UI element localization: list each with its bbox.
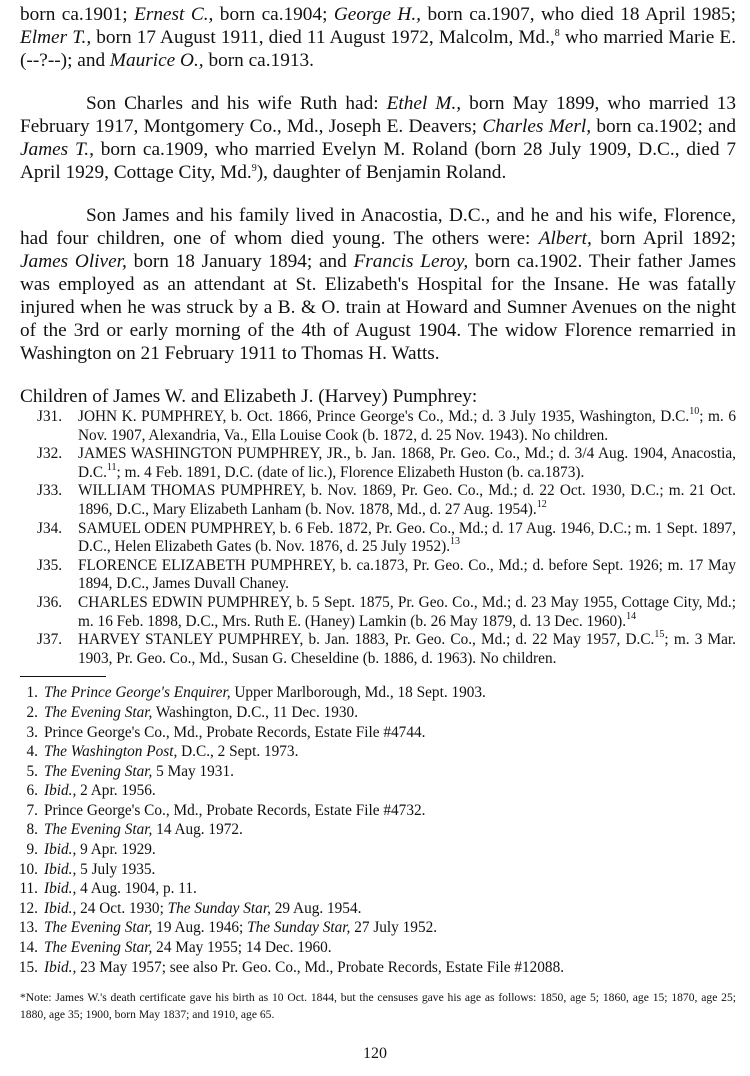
text-run: WILLIAM THOMAS PUMPHREY, b. Nov. 1869, Pr. Geo. Co., Md.; d. 22 Oct. 1930, D.C.; m. 21 Oct. 1896, D.C., Mary Elizabeth Lanham (b. Nov. 1878, Md., d. 27 Aug. 1954).: [78, 482, 736, 518]
text-run: ; m. 6 Nov. 1907, Alexandria, Va., Ella Louise Cook (b. 1872, d. 25 Nov. 1943). No children.: [78, 408, 736, 444]
italic-name: Ibid.,: [44, 899, 77, 917]
text-run: JOHN K. PUMPHREY, b. Oct. 1866, Prince George's Co., Md.; d. 3 July 1935, Washington, D.C.: [78, 408, 690, 425]
text-run: 4 Aug. 1904, p. 11.: [76, 880, 197, 898]
footnote-divider: [20, 676, 106, 677]
text-run: 24 May 1955; 14 Dec. 1960.: [152, 939, 332, 957]
page-content: [20, 3, 736, 1023]
italic-name: Charles Merl,: [482, 116, 592, 137]
paragraph-sons-of-family: [20, 3, 736, 72]
text-run: Son James and his family lived in Anacostia, D.C., and he and his wife, Florence, had four children, one of whom died young. The others were:: [20, 205, 736, 249]
italic-name: Ethel M.,: [386, 93, 462, 114]
footnote-number: 15.: [18, 958, 38, 976]
footnote-text: [44, 918, 437, 938]
child-entry: [37, 445, 736, 482]
italic-name: Elmer T.,: [20, 27, 92, 48]
text-run: born May 1899, who married 13 February 1917, Montgomery Co., Md., Joseph E. Deavers;: [20, 93, 736, 137]
entry-text: [78, 445, 736, 482]
footnote-text: [44, 801, 425, 821]
footnote-reference: 8: [554, 28, 560, 39]
page-number: 120: [363, 1045, 387, 1062]
text-run: 23 May 1957; see also Pr. Geo. Co., Md., Probate Records, Estate File #12088.: [76, 958, 565, 976]
child-entry: [37, 594, 736, 631]
child-entry: [37, 408, 736, 445]
footnote-text: [44, 879, 197, 899]
footnote-number: 6.: [26, 782, 38, 800]
child-entry: [37, 631, 736, 668]
text-run: Washington, D.C., 11 Dec. 1930.: [152, 703, 359, 721]
footnote-number: 1.: [26, 684, 38, 702]
footnote-text: [44, 938, 332, 958]
text-run: 2 Apr. 1956.: [76, 782, 156, 800]
text-run: born ca.1909, who married Evelyn M. Roland (born 28 July 1909, D.C., died 7 April 1929, Cottage City, Md.: [20, 139, 737, 183]
footnote: [14, 781, 736, 801]
entry-id: J35.: [37, 556, 63, 574]
italic-name: Francis Leroy,: [353, 251, 469, 272]
footnote-reference: 9: [251, 163, 257, 174]
italic-name: Ibid.,: [44, 841, 77, 859]
footnote: [14, 938, 736, 958]
entry-id: J34.: [37, 519, 63, 537]
text-run: 29 Aug. 1954.: [270, 899, 362, 917]
italic-name: Ibid.,: [44, 880, 77, 898]
text-run: born ca.1907, who died 18 April 1985;: [421, 4, 736, 25]
text-run: HARVEY STANLEY PUMPHREY, b. Jan. 1883, Pr. Geo. Co., Md.; d. 22 May 1957, D.C.: [78, 631, 655, 649]
child-entry: [37, 557, 736, 594]
italic-name: The Evening Star,: [44, 919, 153, 937]
child-entry: [37, 520, 736, 557]
italic-name: The Evening Star,: [44, 821, 153, 839]
text-run: 27 July 1952.: [350, 919, 438, 937]
italic-name: Maurice O.,: [109, 50, 204, 71]
footnote: [14, 762, 736, 782]
text-run: born ca.1902; and: [591, 116, 737, 137]
italic-name: The Prince George's Enquirer,: [44, 684, 231, 702]
footnote: [14, 899, 736, 919]
footnote-text: [44, 860, 155, 880]
children-list: [37, 408, 736, 668]
children-heading: Children of James W. and Elizabeth J. (Harvey) Pumphrey:: [20, 386, 478, 407]
footnote-note: *Note: James W.'s death certificate gave his birth as 10 Oct. 1844, but the censuses gave his age as follows: 1850, age 5; 1860, age 15; 1870, age 25; 1880, age 35; 1900, born May 1837; and 1910, age 65.: [20, 991, 736, 1022]
entry-id: J32.: [37, 445, 63, 463]
footnote: [14, 860, 736, 880]
entry-text: [78, 594, 736, 631]
footnote-text: [44, 742, 298, 762]
footnote-number: 10.: [18, 860, 38, 878]
text-run: born ca.1904;: [213, 4, 334, 25]
text-run: born 18 January 1894; and: [126, 251, 354, 272]
footnote-reference: 12: [536, 498, 547, 510]
text-run: D.C., 2 Sept. 1973.: [177, 743, 299, 761]
footnote-number: 3.: [26, 723, 38, 741]
footnote-reference: 10: [689, 406, 700, 417]
footnote-number: 9.: [26, 841, 38, 859]
text-run: 19 Aug. 1946;: [152, 919, 248, 937]
text-run: born April 1892;: [591, 228, 736, 249]
italic-name: Ibid.,: [44, 782, 77, 800]
footnote-text: [44, 723, 425, 743]
text-run: CHARLES EDWIN PUMPHREY, b. 5 Sept. 1875, Pr. Geo. Co., Md.; d. 23 May 1955, Cottage City, Md.; m. 16 Feb. 1898, D.C., Mrs. Ruth E. (Haney) Lamkin (b. 26 May 1879, d. 13 Dec. 1960).: [78, 593, 736, 630]
footnote: [14, 958, 736, 978]
text-run: who married Marie E. (--?--); and: [20, 27, 737, 71]
italic-name: The Evening Star,: [44, 703, 153, 721]
text-run: 24 Oct. 1930;: [76, 899, 168, 917]
footnote-number: 14.: [18, 939, 38, 957]
footnote-number: 5.: [26, 762, 38, 780]
text-run: born ca.1902. Their father James was employed as an attendant at St. Elizabeth's Hospital for the Insane. He was fatally injured when he was struck by a B. & O. train at Howard and Sumner Avenues on the night of the 3rd or early morning of the 4th of August 1904. The widow Florence remarried in Washington on 21 February 1911 to Thomas H. Watts.: [20, 251, 736, 364]
footnote: [14, 801, 736, 821]
text-run: FLORENCE ELIZABETH PUMPHREY, b. ca.1873, Pr. Geo. Co., Md.; d. before Sept. 1926; m. 17 May 1894, D.C., James Duvall Chaney.: [78, 556, 736, 593]
footnote: [14, 879, 736, 899]
text-run: Prince George's Co., Md., Probate Records, Estate File #4744.: [44, 723, 426, 741]
text-run: born 17 August 1911, died 11 August 1972, Malcolm, Md.,: [91, 27, 555, 48]
entry-text: [78, 631, 736, 668]
footnote-text: [44, 683, 486, 703]
italic-name: Ibid.,: [44, 958, 77, 976]
footnote-reference: 11: [106, 461, 117, 473]
footnote: [14, 840, 736, 860]
footnote-reference: 15: [654, 629, 665, 641]
footnote: [14, 723, 736, 743]
text-run: 14 Aug. 1972.: [152, 821, 243, 839]
paragraph-son-charles: [20, 92, 736, 184]
footnote: [14, 742, 736, 762]
footnote-text: [44, 703, 358, 723]
footnote-text: [44, 820, 243, 840]
footnote-text: [44, 840, 156, 860]
footnote-number: 2.: [26, 703, 38, 721]
footnote-reference: 13: [450, 536, 461, 548]
footnote-number: 4.: [26, 743, 38, 761]
italic-name: Ibid.,: [44, 860, 77, 878]
footnote: [14, 820, 736, 840]
footnote-number: 12.: [18, 899, 38, 917]
footnote: [14, 703, 736, 723]
text-run: ), daughter of Benjamin Roland.: [256, 162, 507, 183]
italic-name: Albert,: [538, 228, 592, 249]
text-run: 9 Apr. 1929.: [76, 841, 156, 859]
entry-id: J37.: [37, 631, 63, 649]
text-run: SAMUEL ODEN PUMPHREY, b. 6 Feb. 1872, Pr. Geo. Co., Md.; d. 17 Aug. 1946, D.C.; m. 1 Sept. 1897, D.C., Helen Elizabeth Gates (b. Nov. 1876, d. 25 July 1952).: [78, 519, 736, 556]
entry-text: [78, 520, 736, 557]
text-run: 5 May 1931.: [152, 762, 234, 780]
entry-text: [78, 408, 736, 445]
text-run: born ca.1913.: [203, 50, 314, 71]
italic-name: James T.,: [20, 139, 94, 160]
entry-id: J36.: [37, 593, 63, 611]
paragraph-son-james: [20, 204, 736, 365]
footnote: [14, 918, 736, 938]
entry-id: J33.: [37, 482, 63, 500]
entry-id: J31.: [37, 408, 63, 425]
footnote-reference: 14: [626, 610, 637, 622]
italic-name: The Sunday Star,: [167, 899, 271, 917]
footnote-text: [44, 899, 361, 919]
text-run: Prince George's Co., Md., Probate Records, Estate File #4732.: [44, 801, 426, 819]
italic-name: The Evening Star,: [44, 939, 153, 957]
footnotes-list: [14, 683, 736, 977]
text-run: born ca.1901;: [20, 4, 135, 25]
footnote-number: 7.: [26, 801, 38, 819]
footnote-text: [44, 781, 156, 801]
italic-name: The Washington Post,: [44, 743, 178, 761]
footnote-number: 8.: [26, 821, 38, 839]
text-run: JAMES WASHINGTON PUMPHREY, JR., b. Jan. 1868, Pr. Geo. Co., Md.; d. 3/4 Aug. 1904, Anacostia, D.C.: [78, 445, 736, 481]
footnote-number: 13.: [18, 919, 38, 937]
text-run: Son Charles and his wife Ruth had:: [86, 93, 387, 114]
entry-text: [78, 557, 736, 594]
italic-name: The Sunday Star,: [247, 919, 351, 937]
text-run: Upper Marlborough, Md., 18 Sept. 1903.: [230, 684, 486, 702]
footnote-text: [44, 958, 564, 978]
footnote-text: [44, 762, 234, 782]
entry-text: [78, 482, 736, 519]
italic-name: George H.,: [333, 4, 421, 25]
footnote: [14, 683, 736, 703]
text-run: 5 July 1935.: [76, 860, 156, 878]
italic-name: The Evening Star,: [44, 762, 153, 780]
text-run: ; m. 3 Mar. 1903, Pr. Geo. Co., Md., Susan G. Cheseldine (b. 1886, d. 1963). No children.: [78, 631, 737, 667]
child-entry: [37, 482, 736, 519]
italic-name: Ernest C.,: [134, 4, 214, 25]
italic-name: James Oliver,: [20, 251, 127, 272]
text-run: ; m. 4 Feb. 1891, D.C. (date of lic.), Florence Elizabeth Huston (b. ca.1873).: [116, 463, 585, 481]
footnote-number: 11.: [19, 880, 38, 898]
